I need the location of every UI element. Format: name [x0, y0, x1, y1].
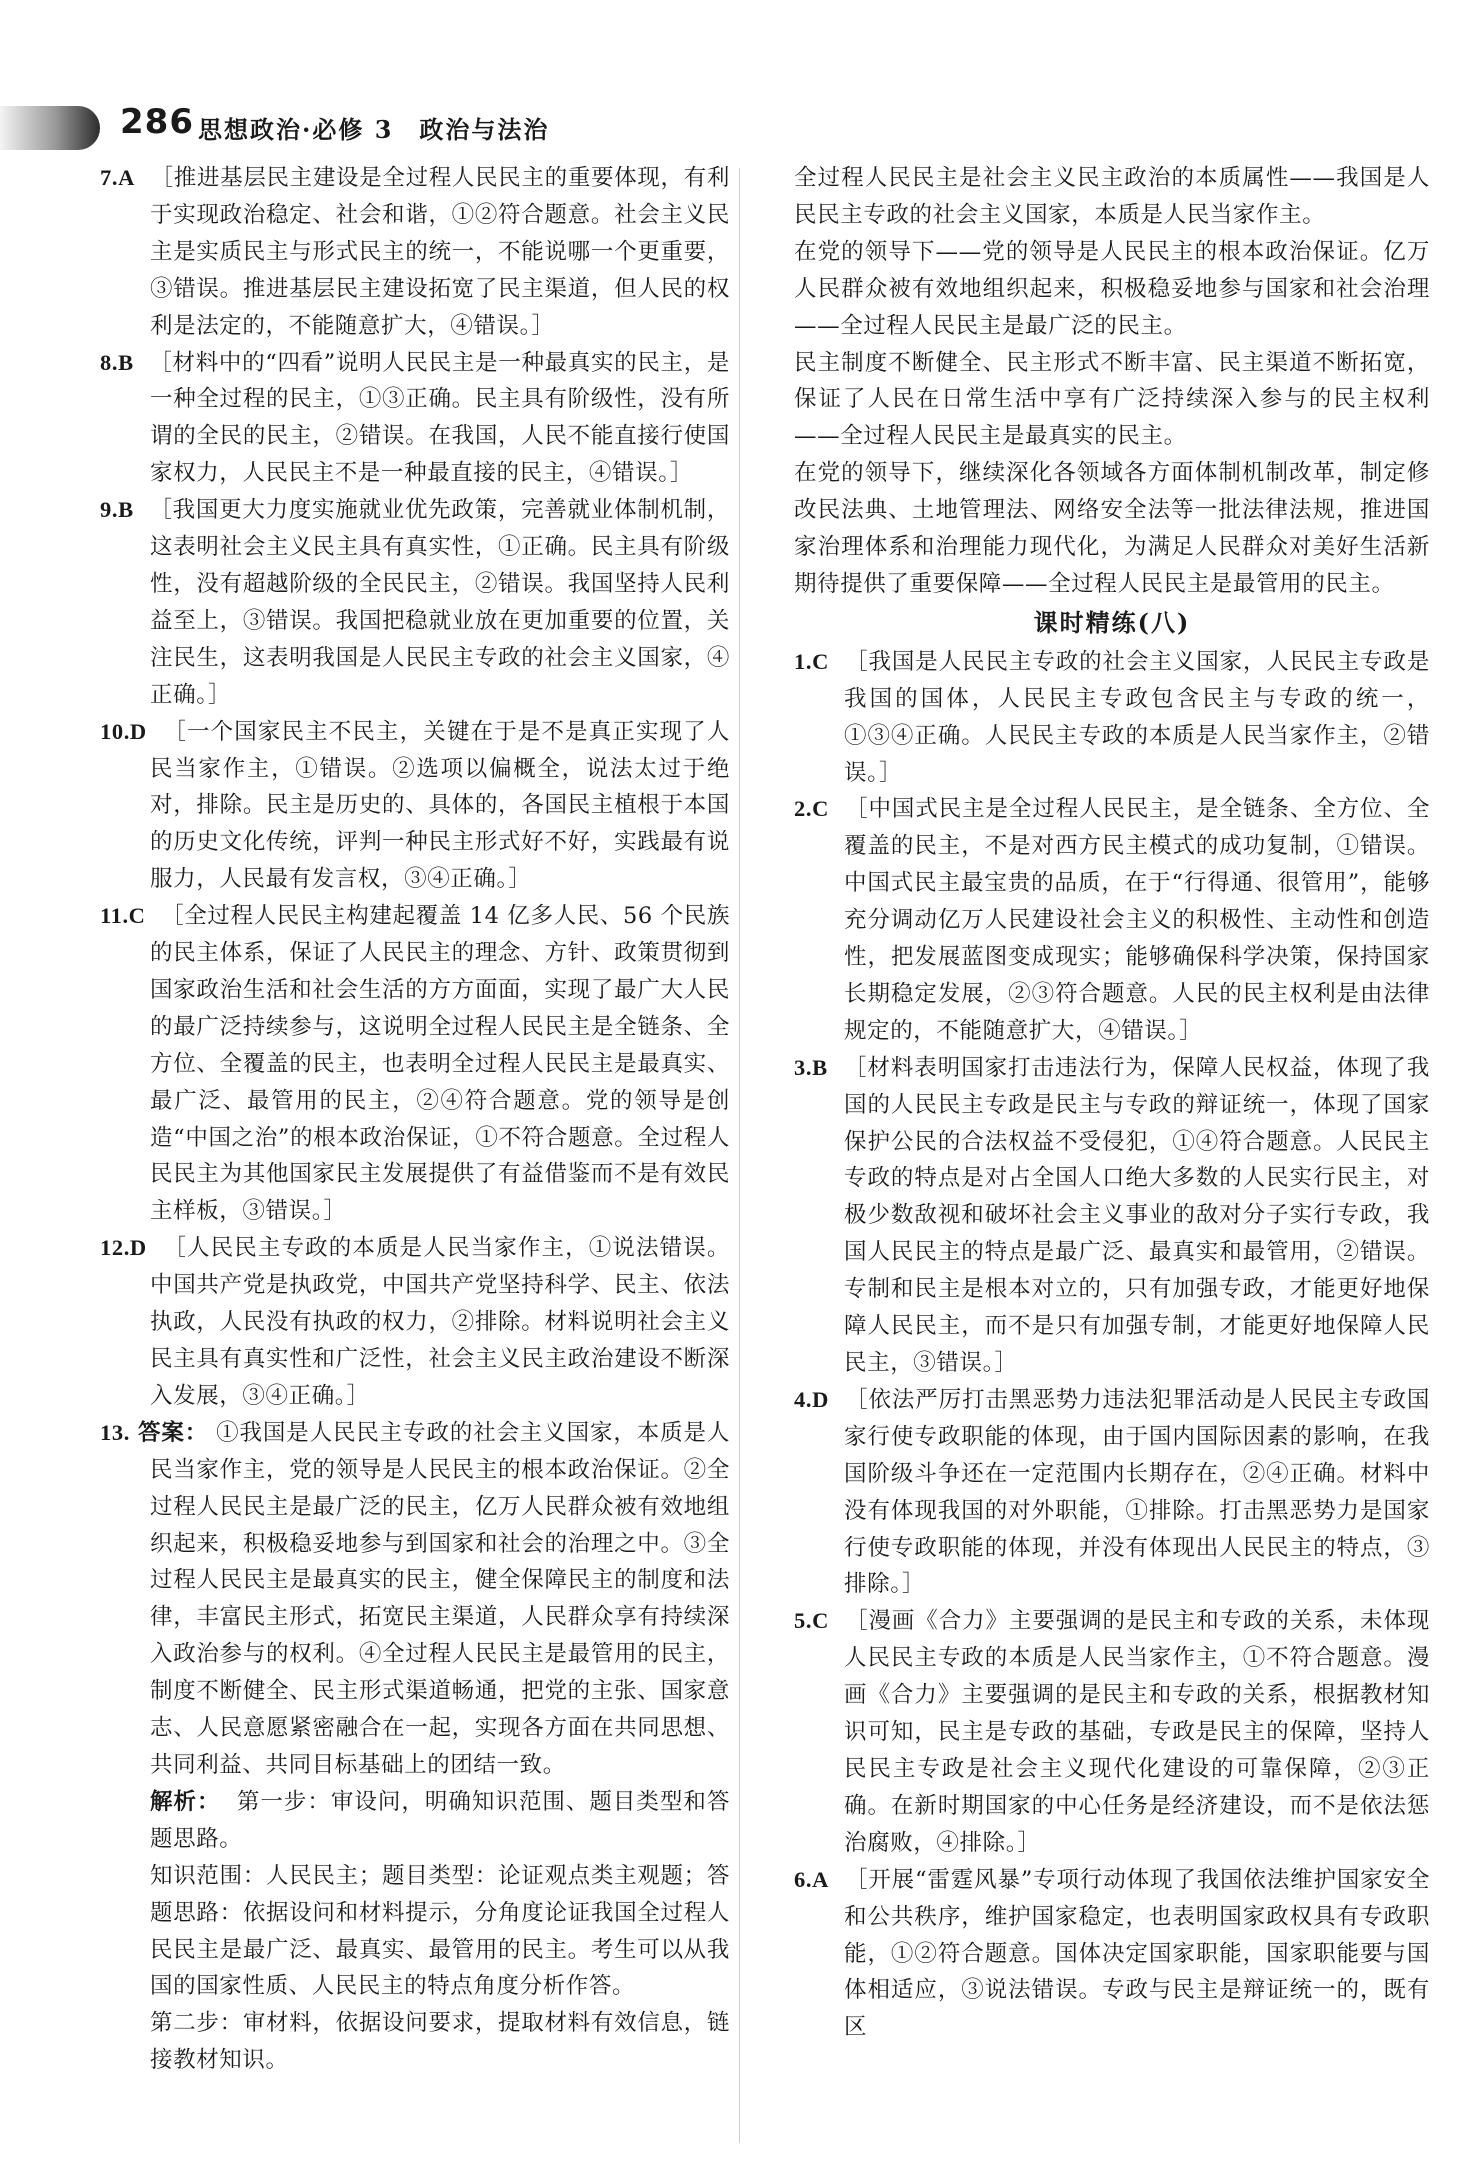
- analysis-step-1: [100, 1784, 730, 1858]
- answer-number: 2.C: [794, 796, 829, 822]
- column-divider: [739, 168, 740, 2143]
- answer-item-12: [100, 1230, 730, 1415]
- analysis-step-2: 第二步：审材料，依据设问要求，提取材料有效信息，链接教材知识。: [150, 2010, 730, 2074]
- answer-explanation: ［中国式民主是全过程人民民主，是全链条、全方位、全覆盖的民主，不是对西方民主模式的成功复制，①错误。中国式民主最宝贵的品质，在于“行得通、很管用”，能够充分调动亿万人民建设社会主义的积极性、主动性和创造性，把发展蓝图变成现实；能够确保科学决策，保持国家长期稳定发展，②③符合题意。人民的民主权利是由法律规定的，不能随意扩大，④错误。］: [844, 796, 1430, 1044]
- continuation-paragraph: 全过程人民民主是社会主义民主政治的本质属性——我国是人民民主专政的社会主义国家，本质是人民当家作主。: [794, 165, 1430, 228]
- answer-explanation: ［全过程人民民主构建起覆盖 14 亿多人民、56 个民族的民主体系，保证了人民民主的理念、方针、政策贯彻到国家政治生活和社会生活的方方面面，实现了最广大人民的最广泛持续参与，这说明全过程人民民主是全链条、全方位、全覆盖的民主，也表明全过程人民民主是最真实、最广泛、最管用的民主，②④符合题意。党的领导是创造“中国之治”的根本政治保证，①不符合题意。全过程人民民主为其他国家民主发展提供了有益借鉴而不是有效民主样板，③错误。］: [150, 903, 730, 1225]
- page-number: 286: [120, 102, 194, 142]
- answer-explanation: ［开展“雷霆风暴”专项行动体现了我国依法维护国家安全和公共秩序，维护国家稳定，也表明国家政权具有专政职能，①②符合题意。国体决定国家职能，国家职能要与国体相适应，③说法错误。专政与民主是辩证统一的，既有区: [844, 1866, 1430, 2041]
- left-column: [100, 160, 730, 2079]
- answer-number: 7.A: [100, 165, 135, 190]
- continuation-paragraph: 在党的领导下——党的领导是人民民主的根本政治保证。亿万人民群众被有效地组织起来，积极稳妥地参与国家和社会治理——全过程人民民主是最广泛的民主。: [794, 238, 1430, 339]
- answer-explanation: ［材料表明国家打击违法行为，保障人民权益，体现了我国的人民民主专政是民主与专政的辩证统一，体现了国家保护公民的合法权益不受侵犯，①④符合题意。人民民主专政的特点是对占全国人口绝大多数的人民实行民主，对极少数敌视和破坏社会主义事业的敌对分子实行专政，我国人民民主的特点是最广泛、最真实和最管用，②错误。专制和民主是根本对立的，只有加强专政，才能更好地保障人民民主，而不是只有加强专制，才能更好地保障人民民主，③错误。］: [843, 1054, 1430, 1376]
- right-column: [794, 160, 1430, 2046]
- answer-number: 1.C: [794, 648, 829, 674]
- analysis-scope: 知识范围：人民民主；题目类型：论证观点类主观题；答题思路：依据设问和材料提示，分角度论证我国全过程人民民主是最广泛、最真实、最管用的民主。考生可以从我国的国家性质、人民民主的特点角度分析作答。: [150, 1862, 730, 2000]
- answer-number: 6.A: [794, 1866, 829, 1892]
- answer-explanation: ［一个国家民主不民主，关键在于是不是真正实现了人民当家作主，①错误。②选项以偏概全，说法太过于绝对，排除。民主是历史的、具体的，各国民主植根于本国的历史文化传统，评判一种民主形式好不好，实践最有说服力，人民最有发言权，③④正确。］: [150, 718, 730, 893]
- practice-item-1: [794, 644, 1430, 792]
- answer-number: 13.: [100, 1419, 130, 1445]
- practice-item-2: [794, 791, 1430, 1049]
- answer-label: 答案：: [137, 1419, 209, 1446]
- answer-explanation: ［依法严厉打击黑恶势力违法犯罪活动是人民民主专政国家行使专政职能的体现，由于国内国际因素的影响，在我国阶级斗争还在一定范围内长期存在，②④正确。材料中没有体现我国的对外职能，①排除。打击黑恶势力是国家行使专政职能的体现，并没有体现出人民民主的特点，③排除。］: [844, 1386, 1430, 1598]
- page-header: [0, 100, 1476, 156]
- answer-item-10: [100, 714, 730, 899]
- answer-item-8: [100, 345, 730, 493]
- answer-explanation: ［材料中的“四看”说明人民民主是一种最真实的民主，是一种全过程的民主，①③正确。民主具有阶级性，没有所谓的全民的民主，②错误。在我国，人民不能直接行使国家权力，人民民主不是一种最直接的民主，④错误。］: [149, 349, 730, 487]
- answer-explanation: ［人民民主专政的本质是人民当家作主，①说法错误。中国共产党是执政党，中国共产党坚持科学、民主、依法执政，人民没有执政的权力，②排除。材料说明社会主义民主具有真实性和广泛性，社会主义民主政治建设不断深入发展，③④正确。］: [150, 1235, 730, 1409]
- answer-number: 4.D: [794, 1386, 829, 1412]
- section-title: 课时精练(八): [1033, 607, 1191, 637]
- answer-number: 9.B: [100, 497, 134, 523]
- answer-number: 3.B: [794, 1054, 828, 1080]
- answer-text: ①我国是人民民主专政的社会主义国家，本质是人民当家作主，党的领导是人民民主的根本政治保证。②全过程人民民主是最广泛的民主，亿万人民群众被有效地组织起来，积极稳妥地参与到国家和社会的治理之中。③全过程人民民主是最真实的民主，健全保障民主的制度和法律，丰富民主形式，拓宽民主渠道，人民群众享有持续深入政治参与的权利。④全过程人民民主是最管用的民主，制度不断健全、民主形式渠道畅通，把党的主张、国家意志、人民意愿紧密融合在一起，实现各方面在共同思想、共同利益、共同目标基础上的团结一致。: [150, 1419, 730, 1778]
- analysis-step-1-text: 第一步：审设问，明确知识范围、题目类型和答题思路。: [150, 1788, 730, 1852]
- answer-number: 12.D: [100, 1235, 147, 1261]
- answer-item-13: [100, 1415, 730, 1784]
- book-title: 思想政治·必修 3 政治与法治: [198, 115, 550, 144]
- practice-item-3: [794, 1050, 1430, 1382]
- practice-item-5: [794, 1603, 1430, 1861]
- answer-explanation: ［推进基层民主建设是全过程人民民主的重要体现，有利于实现政治稳定、社会和谐，①②符合题意。社会主义民主是实质民主与形式民主的统一，不能说哪一个更重要，③错误。推进基层民主建设拓宽了民主渠道，但人民的权利是法定的，不能随意扩大，④错误。］: [150, 165, 730, 339]
- answer-explanation: ［我国是人民民主专政的社会主义国家，人民民主专政是我国的国体，人民民主专政包含民主与专政的统一，①③④正确。人民民主专政的本质是人民当家作主，②错误。］: [844, 648, 1430, 786]
- answer-item-9: [100, 492, 730, 713]
- answer-item-7: [100, 160, 730, 345]
- answer-item-11: [100, 898, 730, 1230]
- practice-item-6: [794, 1862, 1430, 2047]
- analysis-label: 解析：: [150, 1788, 221, 1815]
- answer-explanation: ［我国更大力度实施就业优先政策，完善就业体制机制，这表明社会主义民主具有真实性，①正确。民主具有阶级性，没有超越阶级的全民民主，②错误。我国坚持人民利益至上，③错误。我国把稳就业放在更加重要的位置，关注民生，这表明我国是人民民主专政的社会主义国家，④正确。］: [149, 497, 730, 708]
- answer-number: 5.C: [794, 1608, 829, 1634]
- header-decoration-bar: [0, 106, 100, 150]
- answer-number: 8.B: [100, 349, 134, 375]
- practice-item-4: [794, 1382, 1430, 1603]
- answer-number: 10.D: [100, 718, 147, 744]
- answer-explanation: ［漫画《合力》主要强调的是民主和专政的关系，未体现人民民主专政的本质是人民当家作主，①不符合题意。漫画《合力》主要强调的是民主和专政的关系，根据教材知识可知，民主是专政的基础，专政是民主的保障，坚持人民民主专政是社会主义现代化建设的可靠保障，②③正确。在新时期国家的中心任务是经济建设，而不是依法惩治腐败，④排除。］: [844, 1608, 1430, 1856]
- continuation-paragraph: 民主制度不断健全、民主形式不断丰富、民主渠道不断拓宽，保证了人民在日常生活中享有广泛持续深入参与的民主权利——全过程人民民主是最真实的民主。: [794, 349, 1430, 450]
- answer-number: 11.C: [100, 903, 146, 929]
- continuation-paragraph: 在党的领导下，继续深化各领域各方面体制机制改革，制定修改民法典、土地管理法、网络安全法等一批法律法规，推进国家治理体系和治理能力现代化，为满足人民群众对美好生活新期待提供了重要保障——全过程人民民主是最管用的民主。: [794, 460, 1430, 597]
